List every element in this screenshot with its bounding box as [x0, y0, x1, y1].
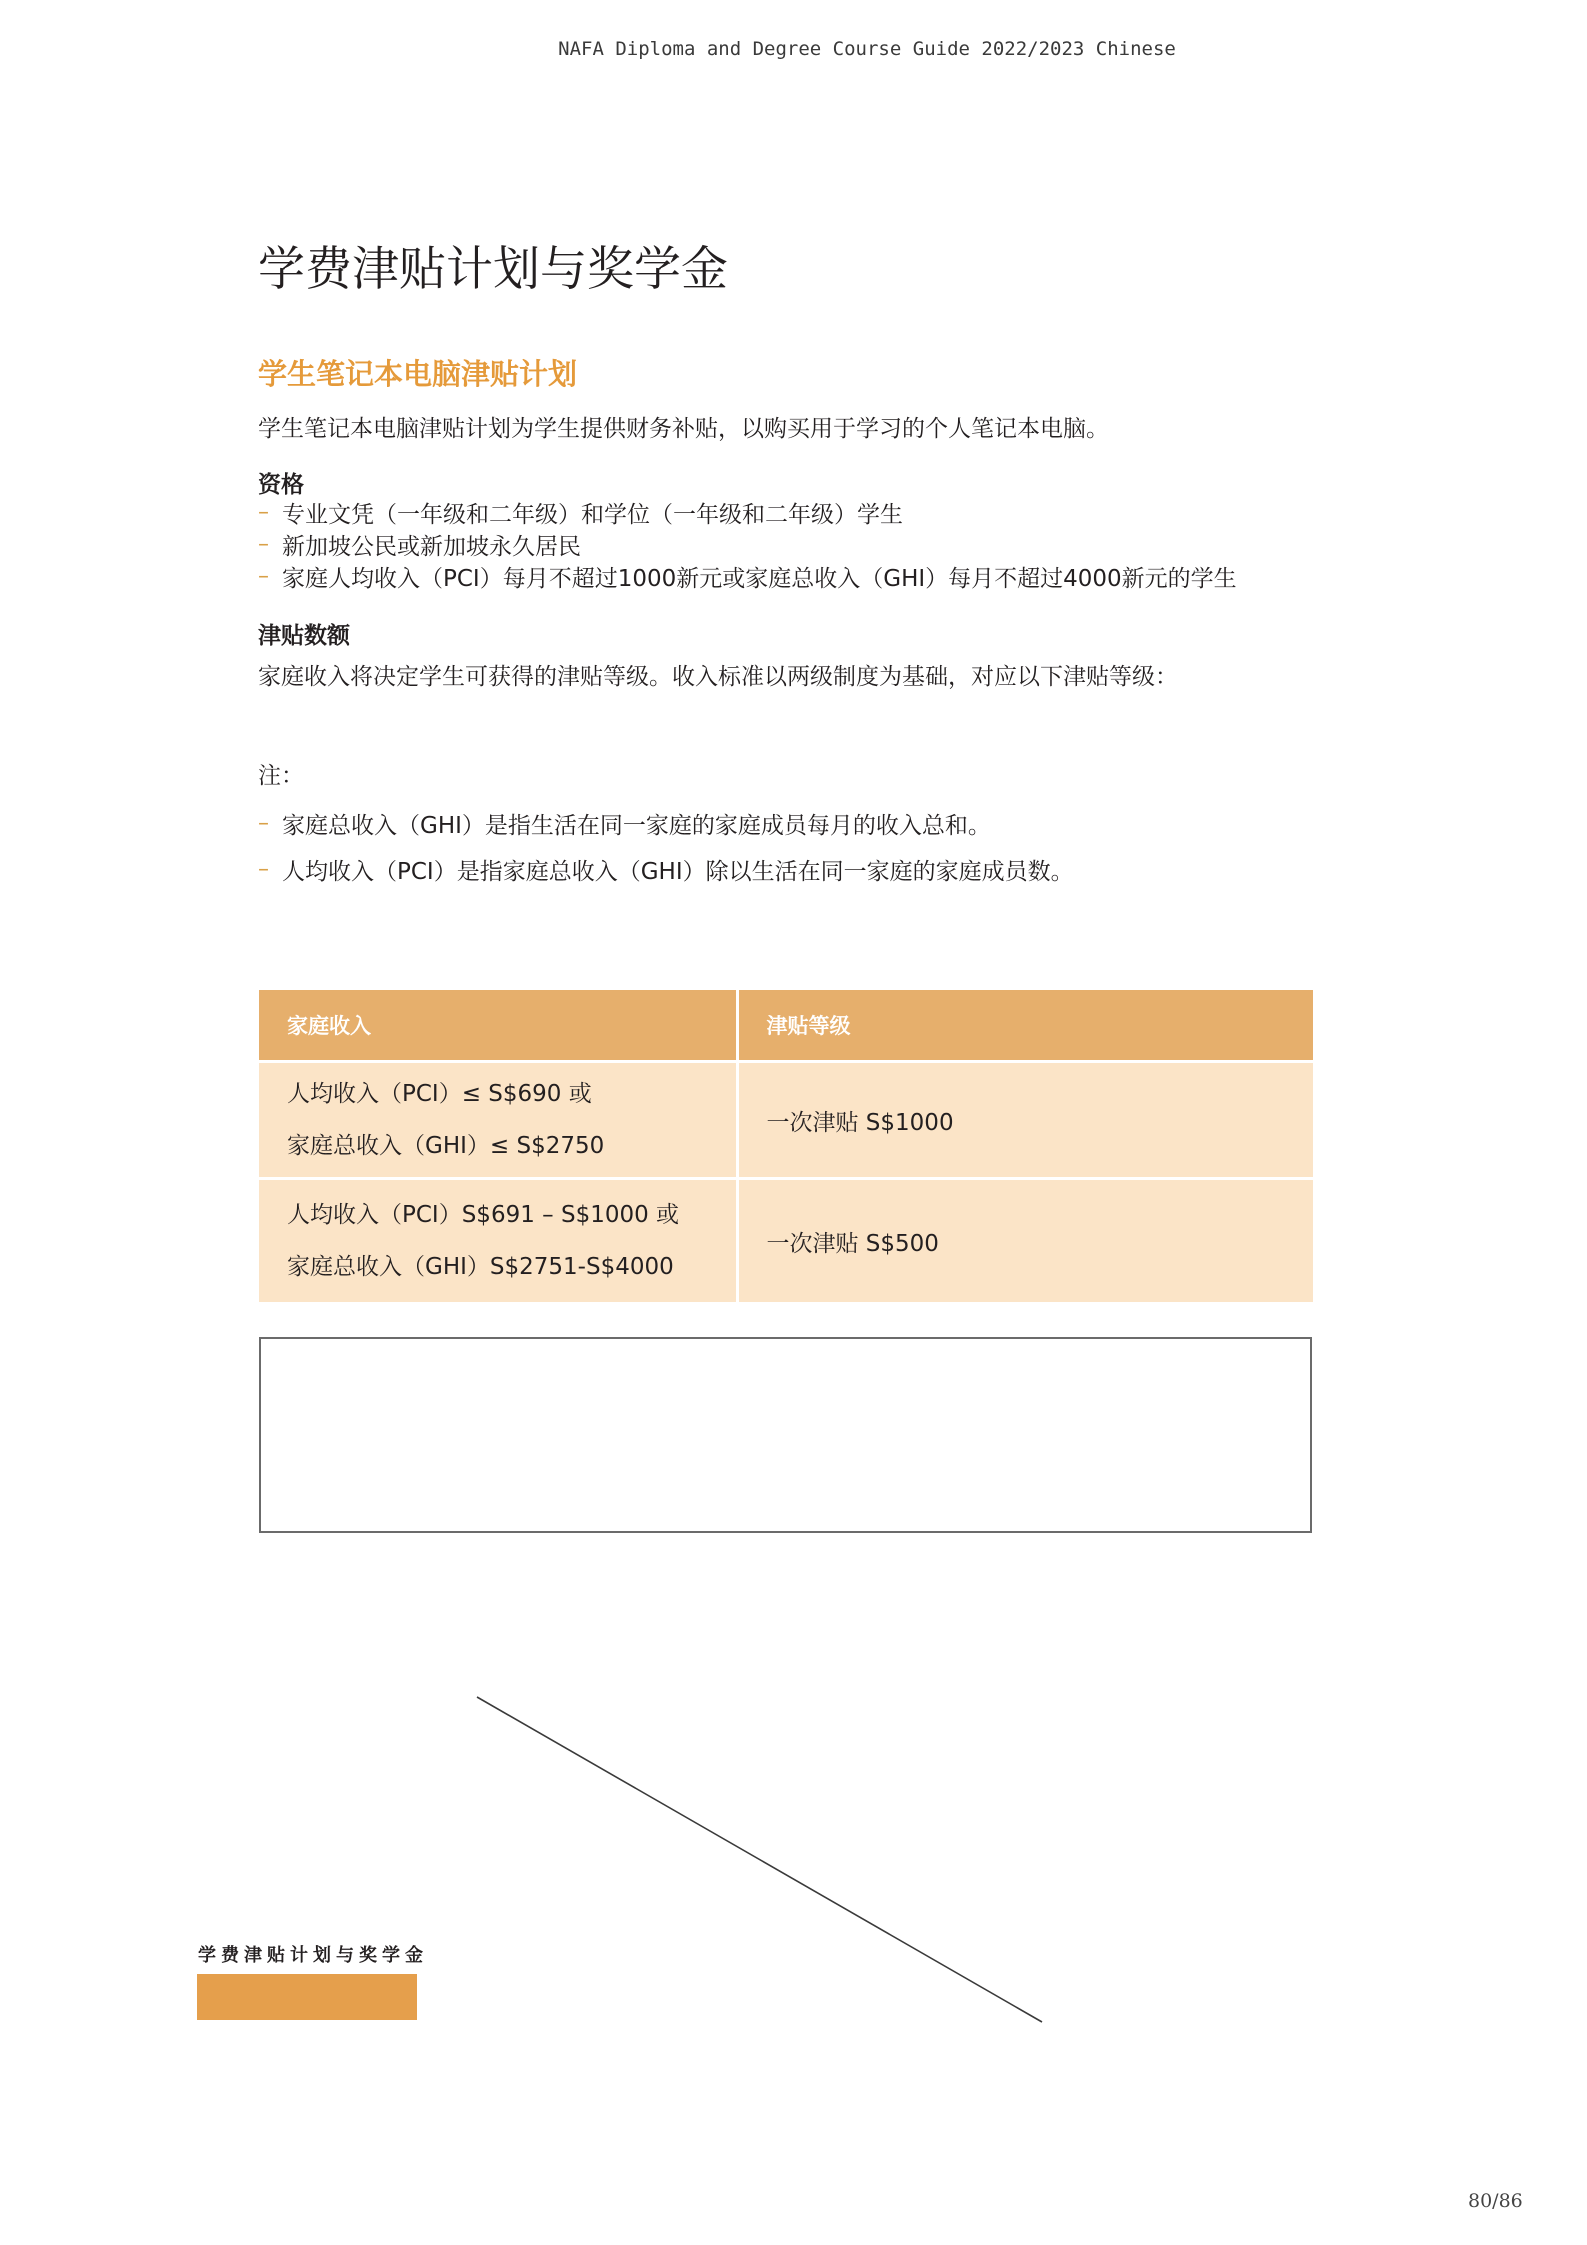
income-cell: [259, 1179, 737, 1303]
diagonal-line: [477, 1697, 1042, 2022]
list-item: – 新加坡公民或新加坡永久居民: [258, 531, 581, 560]
dash-bullet-icon: –: [258, 810, 269, 836]
section-heading: 学生笔记本电脑津贴计划: [258, 357, 578, 391]
page-number: 80/86: [1468, 2190, 1523, 2212]
page-title: 学费津贴计划与奖学金: [258, 242, 728, 297]
running-header: NAFA Diploma and Degree Course Guide 2022/2023 Chinese: [558, 38, 1176, 60]
subsidy-cell: 一次津贴 S$500: [737, 1179, 1313, 1303]
column-header-subsidy: 津贴等级: [737, 990, 1313, 1062]
amount-paragraph: 家庭收入将决定学生可获得的津贴等级。收入标准以两级制度为基础，对应以下津贴等级：: [258, 664, 1178, 690]
income-cell: [259, 1062, 737, 1179]
dash-bullet-icon: –: [258, 499, 269, 525]
subsidy-table: [259, 990, 1313, 1302]
list-item: – 家庭总收入（GHI）是指生活在同一家庭的家庭成员每月的收入总和。: [258, 810, 991, 839]
column-header-income: 家庭收入: [259, 990, 737, 1062]
amount-heading: 津贴数额: [258, 623, 350, 649]
table-row: [259, 1062, 1313, 1179]
eligibility-heading: 资格: [258, 472, 304, 498]
income-line: 人均收入（PCI）≤ S$690 或: [287, 1081, 592, 1107]
table-header-row: [259, 990, 1313, 1062]
dash-bullet-icon: –: [258, 563, 269, 589]
income-line: 家庭总收入（GHI）≤ S$2750: [287, 1133, 605, 1159]
empty-frame: [259, 1337, 1312, 1533]
list-item: – 专业文凭（一年级和二年级）和学位（一年级和二年级）学生: [258, 499, 903, 528]
dash-bullet-icon: –: [258, 531, 269, 557]
dash-bullet-icon: –: [258, 856, 269, 882]
list-item: – 人均收入（PCI）是指家庭总收入（GHI）除以生活在同一家庭的家庭成员数。: [258, 856, 1074, 885]
intro-paragraph: 学生笔记本电脑津贴计划为学生提供财务补贴，以购买用于学习的个人笔记本电脑。: [258, 416, 1109, 442]
footer-section-label: 学费津贴计划与奖学金: [198, 1945, 428, 1966]
subsidy-cell: 一次津贴 S$1000: [737, 1062, 1313, 1179]
notes-list: [258, 800, 1074, 892]
footer-accent-bar: [197, 1974, 417, 2020]
notes-label: 注：: [258, 763, 304, 789]
table-row: [259, 1179, 1313, 1303]
list-item: – 家庭人均收入（PCI）每月不超过1000新元或家庭总收入（GHI）每月不超过4000新元的学生: [258, 563, 1237, 592]
income-line: 家庭总收入（GHI）S$2751-S$4000: [287, 1254, 674, 1280]
eligibility-list: [258, 496, 1237, 592]
income-line: 人均收入（PCI）S$691 – S$1000 或: [287, 1202, 680, 1228]
